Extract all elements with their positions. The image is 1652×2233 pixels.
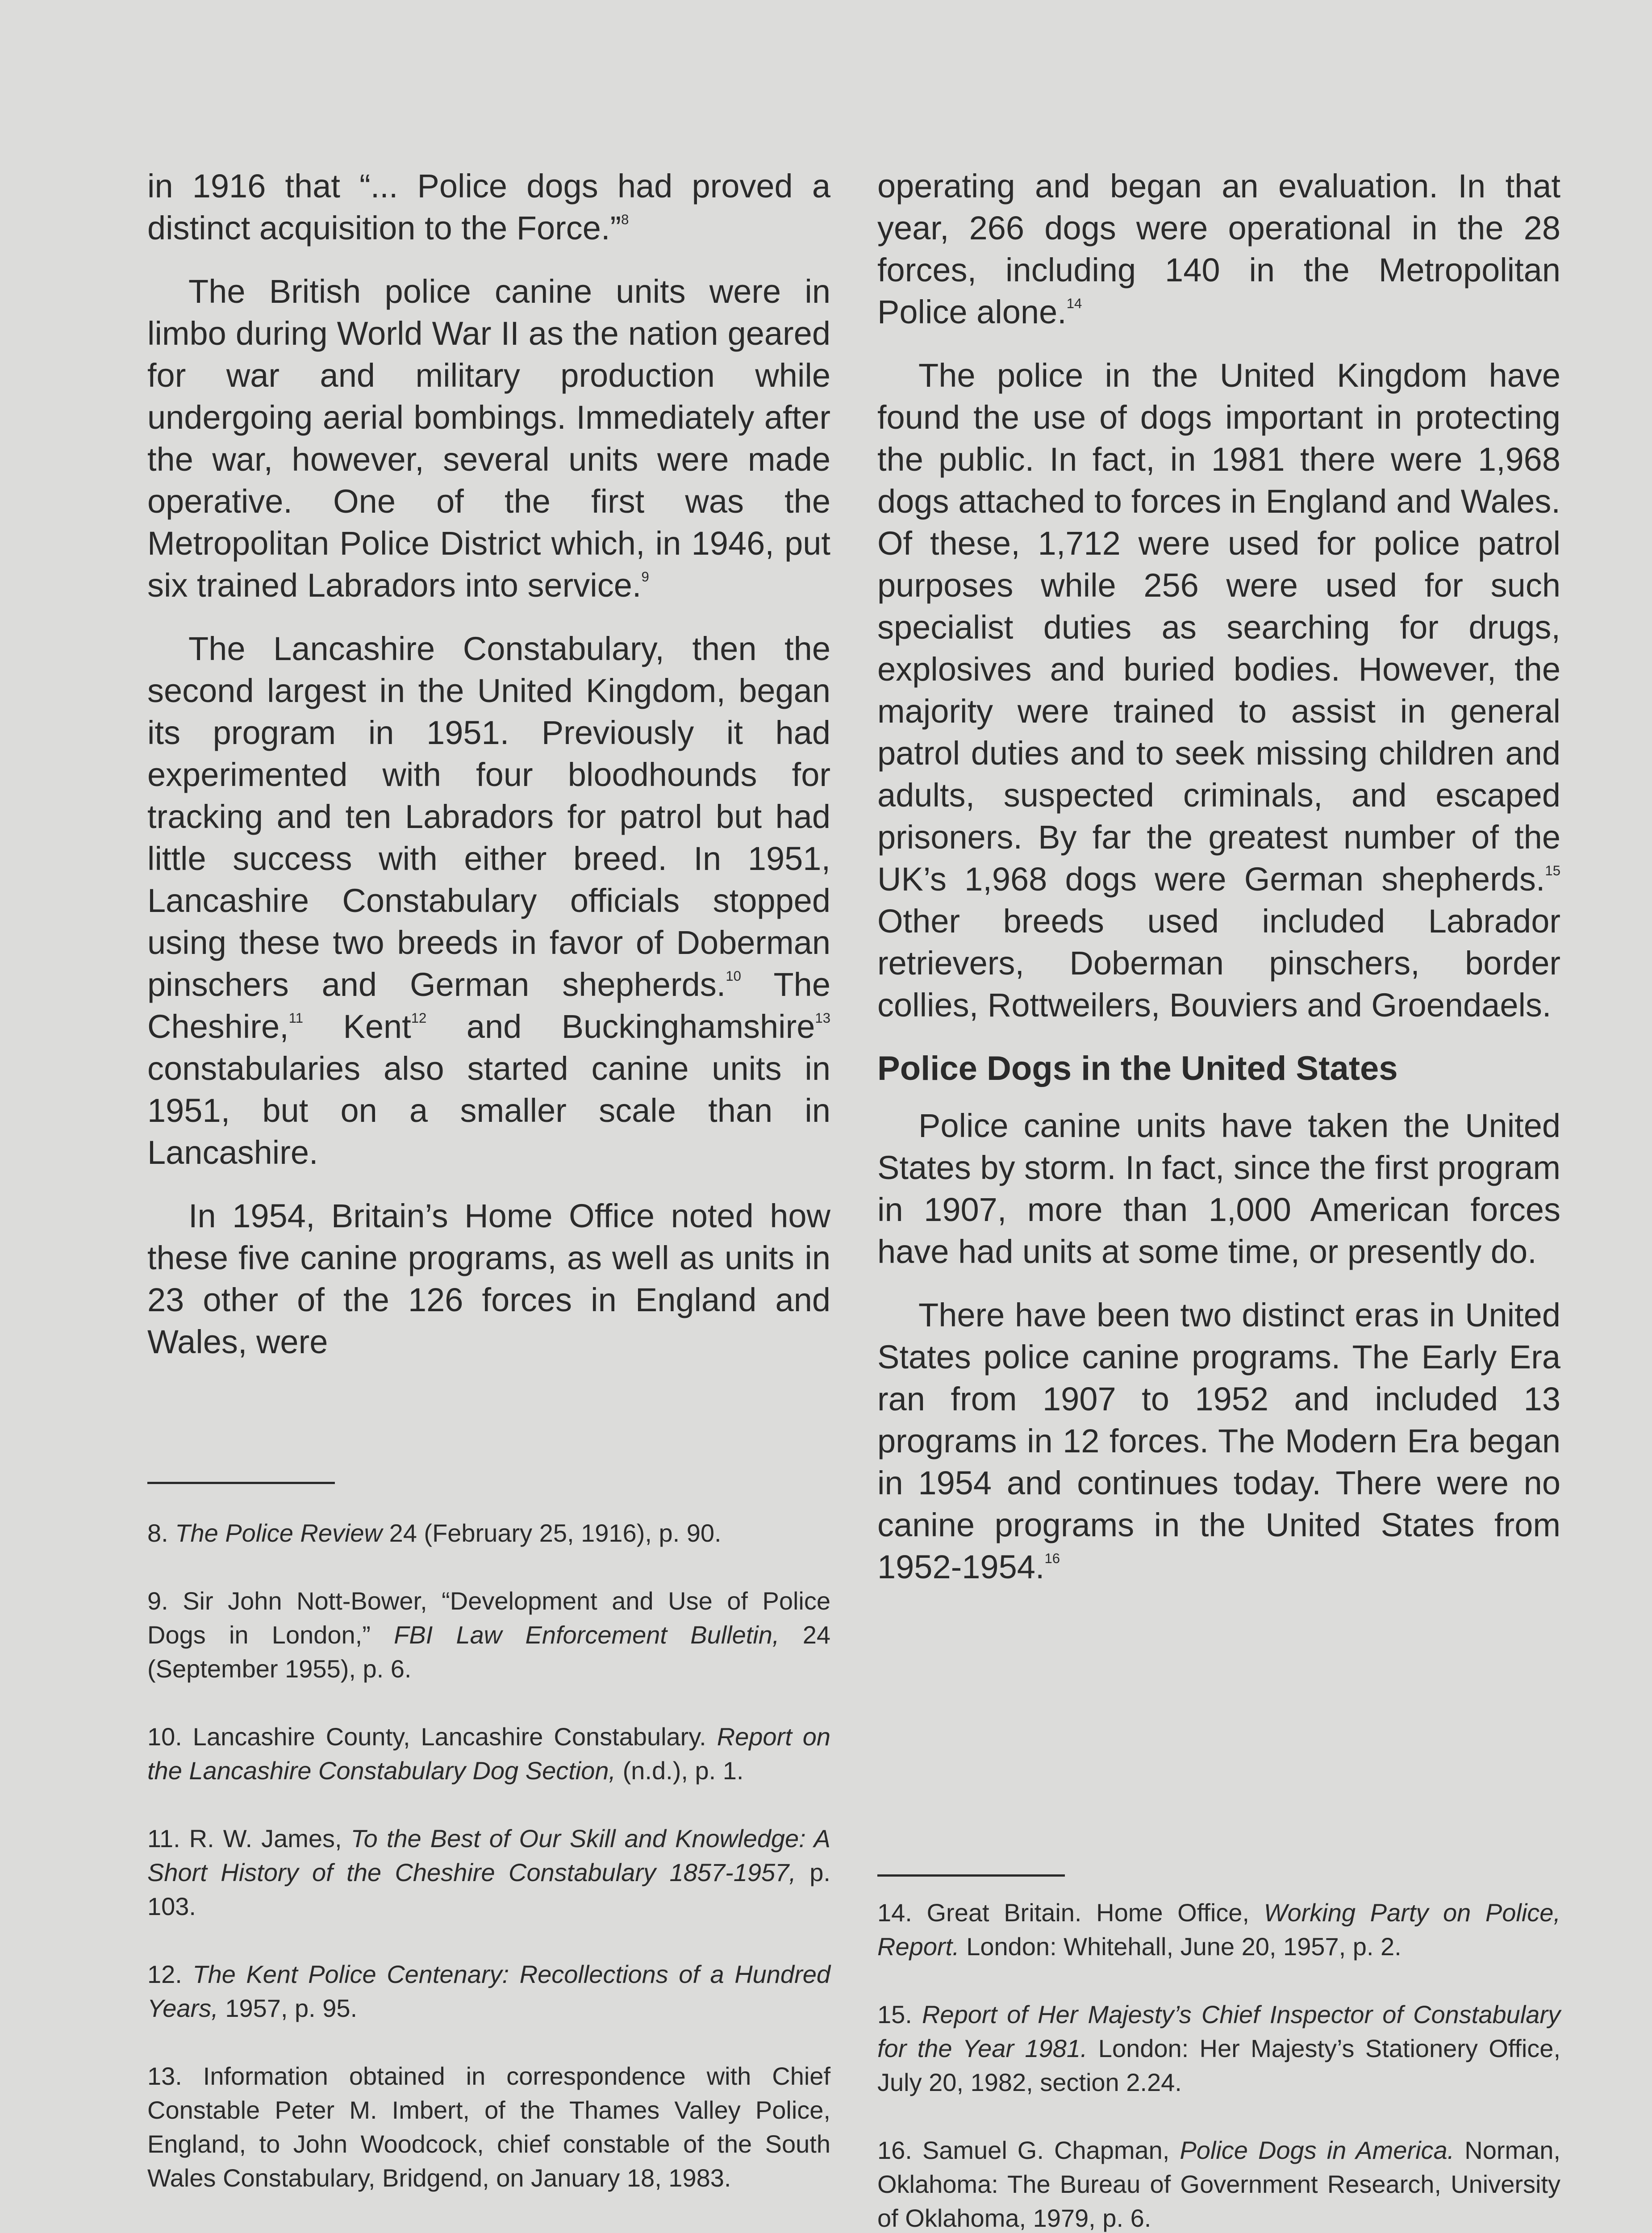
footnote-ref[interactable]: 14 [1066,295,1082,311]
paragraph-r4: There have been two distinct eras in United States police canine programs. The Early Era ran from 1907 to 1952 and included 13 programs in 12 forces. The Modern Era began in 1954 and continues today. There were no canine programs in the United States from 1952-1954.16 [877,1296,1560,1585]
footnote-ref[interactable]: 16 [1044,1550,1060,1566]
footnote-ref[interactable]: 11 [288,1010,303,1026]
footnote-ref[interactable]: 8 [621,211,629,227]
footnote-ref[interactable]: 15 [1545,862,1560,878]
footnote-15: 15. Report of Her Majesty’s Chief Inspector of Constabulary for the Year 1981. London: Her Majesty’s Stationery Office, July 20, 1982, section 2.24. [877,2000,1561,2096]
footnote-16: 16. Samuel G. Chapman, Police Dogs in America. Norman, Oklahoma: The Bureau of Government Research, University of Oklahoma, 1979, p. 6. [877,2136,1560,2232]
paragraph-r3: Police canine units have taken the United States by storm. In fact, since the first program in 1907, more than 1,000 American forces have had units at some time, or presently do. [877,1107,1560,1270]
paragraph-r1: operating and began an evaluation. In that year, 266 dogs were operational in the 28 forces, including 140 in the Metropolitan Police alone.$^{14}$ [877,167,1560,330]
footnote-divider [147,1482,335,1484]
footnote-8: 8. The Police Review 24 (February 25, 1916), p. 90. [147,1519,722,1547]
footnote-ref[interactable]: 9 [641,569,649,585]
footnotes-right [877,1896,1560,2233]
footnote-10: 10. Lancashire County, Lancashire Constabulary. Report on the Lancashire Constabulary Dog Section, (n.d.), p. 1. [147,1723,831,1785]
paragraph-l4: In 1954, Britain’s Home Office noted how these five canine programs, as well as units in 23 other of the 126 forces in England and Wales, were [147,1197,830,1360]
footnote-11: 11. R. W. James, To the Best of Our Skill and Knowledge: A Short History of the Cheshire Constabulary 1857-1957, p. 103. [147,1824,830,1920]
footnote-14: 14. Great Britain. Home Office, Working Party on Police, Report. London: Whitehall, June 20, 1957, p. 2. [877,1898,1560,1961]
paragraph-l1: in 1916 that “... Police dogs had proved a distinct acquisition to the Force.”$^8$ [147,167,830,247]
footnote-9: 9. Sir John Nott-Bower, “Development and Use of Police Dogs in London,” FBI Law Enforcement Bulletin, 24 (September 1955), p. 6. [147,1587,830,1683]
paragraph-r2: The police in the United Kingdom have found the use of dogs important in protecting the public. In fact, in 1981 there were 1,968 dogs attached to forces in England and Wales. Of these, 1,712 were used for police patrol purposes while 256 were used for such specialist duties as searching for drugs, explosives and buried bodies. However, the majority were trained to assist in general patrol duties and to seek missing children and adults, suspected criminals, and escaped prisoners. By far the greatest number of the UK’s 1,968 dogs were German shepherds.$^{15}$ Other breeds used included Labrador retrievers, Doberman pinschers, border collies, Rottweilers, Bouviers and Groendaels. [877,357,1560,1024]
paragraph-l2: The British police canine units were in limbo during World War II as the nation geared for war and military production while undergoing aerial bombings. Immediately after the war, however, several units were made operative. One of the first was the Metropolitan Police District which, in 1946, put six trained Labradors into service.$^9$ [147,273,830,604]
footnote-divider [877,1874,1065,1877]
footnote-ref[interactable]: 13 [815,1010,830,1026]
footnote-ref[interactable]: 12 [411,1010,427,1026]
footnote-ref[interactable]: 10 [726,968,741,984]
section-heading: Police Dogs in the United States [877,1050,1398,1087]
footnote-12: 12. The Kent Police Centenary: Recollections of a Hundred Years, 1957, p. 95. [147,1960,831,2022]
footnotes-left [147,1516,830,2229]
footnote-13: 13. Information obtained in correspondence with Chief Constable Peter M. Imbert, of the Thames Valley Police, England, to John Woodcock, chief constable of the South Wales Constabulary, Bridgend, on January 18, 1983. [147,2062,830,2192]
left-text-column [147,165,830,1384]
paragraph-l3: The Lancashire Constabulary, then the second largest in the United Kingdom, began its program in 1951. Previously it had experimented with four bloodhounds for tracking and ten Labradors for patrol but had little success with either breed. In 1951, Lancashire Constabulary officials stopped using these two breeds in favor of Doberman pinschers and German shepherds.$^{10}$ The Cheshire,$^{11}$ Kent$^{12}$ and Buckinghamshire$^{13}$ constabularies also started canine units in 1951, but on a smaller scale than in Lancashire. [147,630,830,1171]
right-text-column [877,165,1560,1610]
